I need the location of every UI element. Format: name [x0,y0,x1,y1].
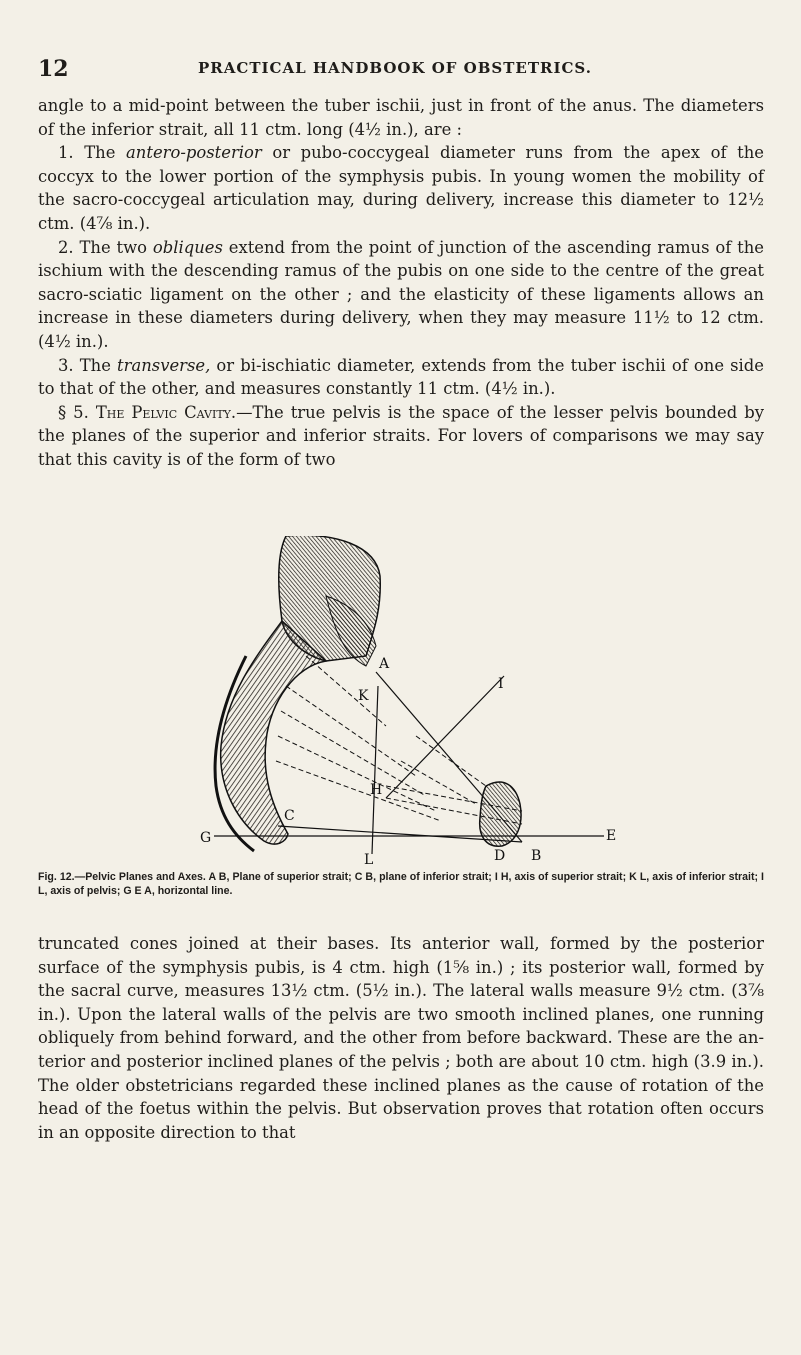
label-b: B [531,848,542,864]
label-g: G [200,830,212,846]
paragraph-antero-posterior [38,141,764,235]
figure-caption: Fig. 12.—Pelvic Planes and Axes. A B, Plane of superior strait; C B, plane of inferior strait; I H, axis of superior strait; K L, axis of inferior strait; I L, axis of pelvis; G E A, horizontal line. [38,871,764,897]
text-run: —The true pelvis is the space of the lesser pelvis bounded by the planes of the superior and inferior straits. For lovers of comparisons we may say that this cavity is of the form of two [38,402,764,469]
paragraph-obliques [38,236,764,354]
section-heading: The Pelvic Cavity. [95,402,237,422]
text-run: extend from the point of junction of the ascending ramus of the ischium with the descending ramus of the pubis on one side to the centre of the great sacro-sciatic ligament on the other ; and the elasticity of these ligaments allows an increase in these diameters during delivery, when they may measure 11½ to 12 ctm. (4½ in.). [38,237,764,351]
paragraph-pelvic-cavity [38,401,764,472]
sacrum-coccyx [221,621,326,844]
text-run: 3. The [58,355,118,375]
paragraph-continuation: angle to a mid-point between the tuber ischii, just in front of the anus. The diameters of the inferior strait, all 11 ctm. long (4½ in.), are : [38,96,764,139]
label-e: E [606,828,617,844]
paragraph-cavity-walls: truncated cones joined at their bases. Its anterior wall, formed by the posterior surface of the symphysis pubis, is 4 ctm. high (1⅝ in.) ; its posterior wall, formed by the sacral curve, measures 13½ ctm. (5½ in.). The lateral walls measure 9½ ctm. (3⅞ in.). Upon the lateral walls of the pelvis are two smooth inclined planes, one running obliquely from behind forward, and the other from before backward. These are the anterior and posterior inclined planes of the pelvis ; both are about 10 ctm. high (3.9 in.). The older obstetricians regarded these inclined planes as the cause of rotation of the head of the foetus within the pelvis. But observation proves that rotation often occurs in an opposite direction to that [38,934,764,1142]
text-block-upper [38,94,764,472]
label-k: K [358,688,369,704]
text-run: or bi-ischiatic diameter, extends from the tuber ischii of one side to that of the other, and measures constantly 11 ctm. (4½ in.). [38,355,764,399]
label-a: A [379,656,390,672]
label-d: D [494,848,506,864]
label-i: I [498,676,504,692]
term-transverse: transverse, [117,355,211,375]
plane-superior-strait-ab [376,672,522,842]
pelvis-illustration [186,536,626,866]
label-l: L [364,852,374,866]
paragraph-transverse [38,354,764,401]
text-block-lower [38,932,764,1144]
section-mark: § 5. [58,402,96,422]
term-antero-posterior: antero-posterior [126,143,262,163]
text-run: or pubo-coccygeal diameter runs from the apex of the coccyx to the lower portion of the symphysis pubis. In young women the mobility of the sacro-coccygeal articulation may, during delivery, increase this diameter to 12½ ctm. (4⅞ in.). [38,143,764,233]
text-run: 1. The [58,143,127,163]
label-h: H [370,782,383,798]
axis-inferior-strait-kl [372,686,378,854]
label-c: C [284,808,295,824]
text-run: 2. The two [58,237,153,257]
running-title: PRACTICAL HANDBOOK OF OBSTETRICS. [198,59,592,77]
axis-superior-strait-ih [386,676,504,798]
term-obliques: obliques [152,237,223,257]
page-header [38,56,764,80]
pelvic-planes-figure [186,536,626,866]
page-number: 12 [38,56,69,82]
